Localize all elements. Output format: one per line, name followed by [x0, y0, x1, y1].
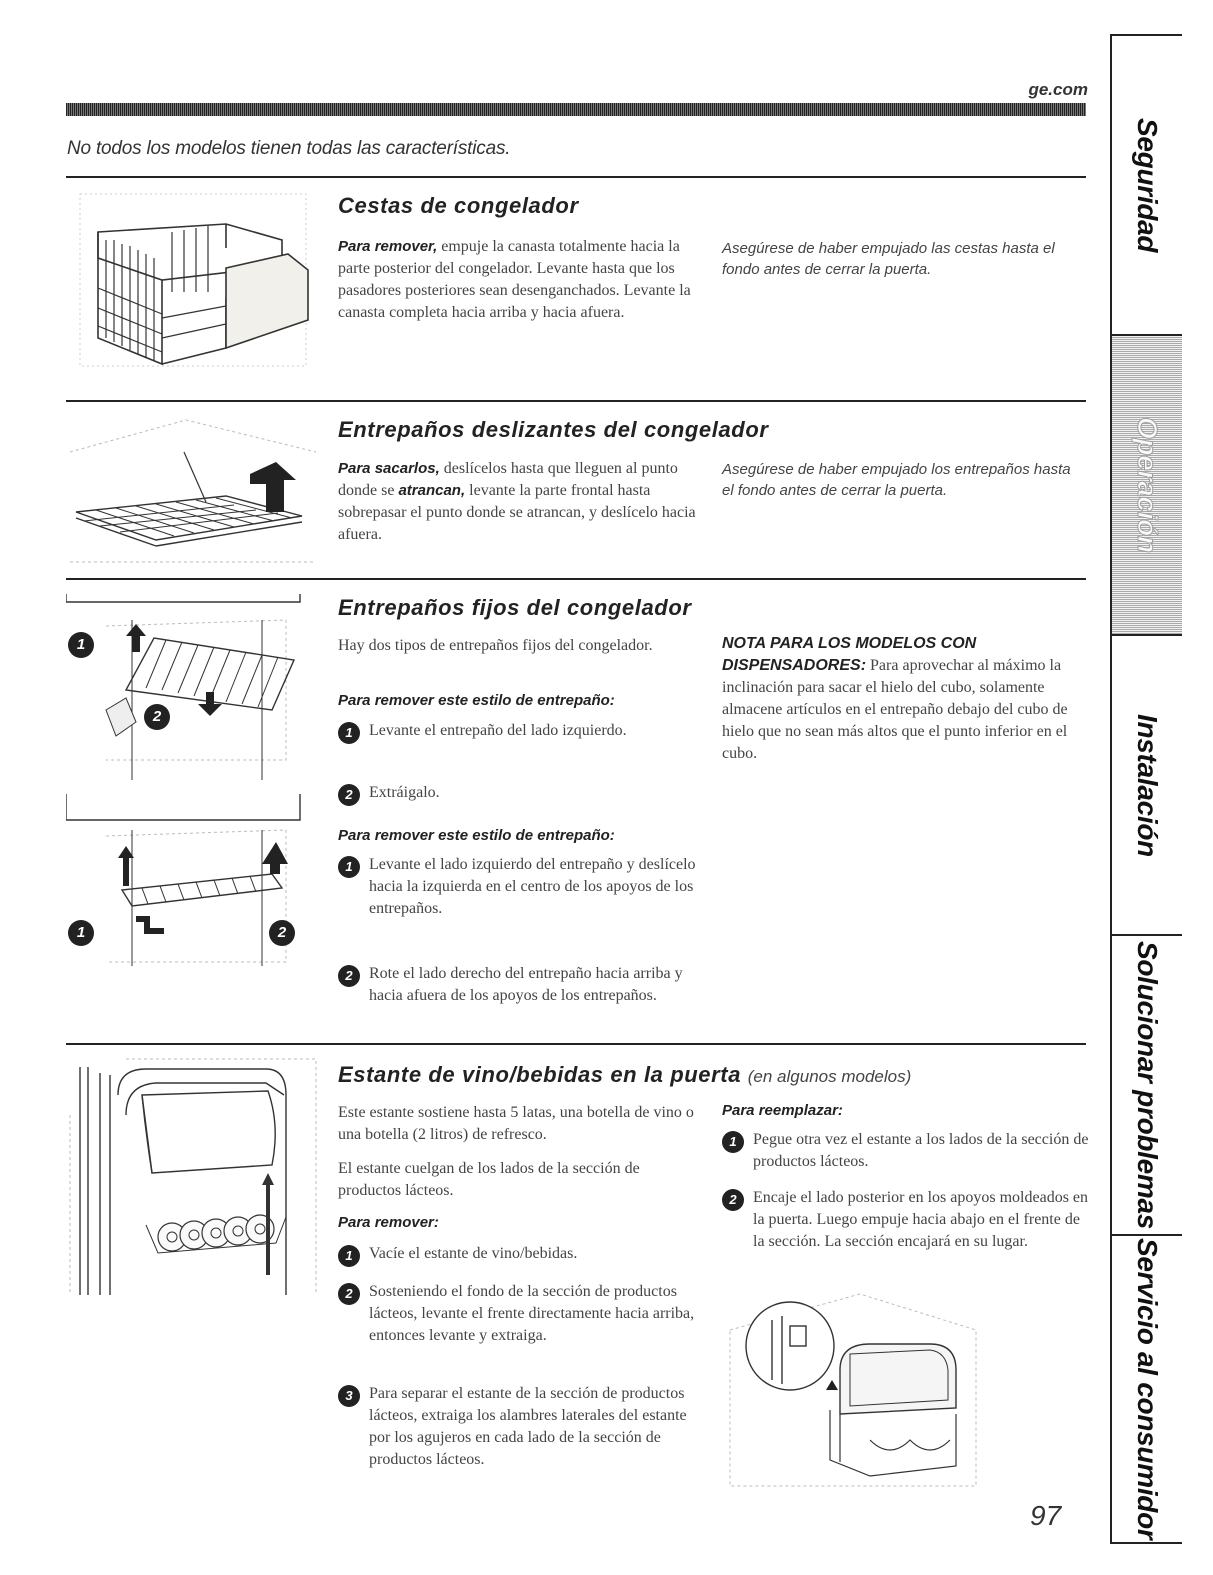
deslizantes-note: Asegúrese de haber empujado los entrepaños hasta el fondo antes de cerrar la puerta. [722, 461, 1071, 499]
vino-replace-step-2 [722, 1187, 1092, 1253]
fijos-style1-step-2 [338, 782, 668, 804]
page-number: 97 [1030, 1500, 1062, 1531]
step-number-2: 2 [338, 784, 360, 806]
deslizantes-lead: Para sacarlos, [338, 460, 440, 477]
figure-step-2-badge: 2 [269, 920, 295, 946]
sliding-shelf-illustration [66, 412, 320, 572]
cestas-note: Asegúrese de haber empujado las cestas hasta el fondo antes de cerrar la puerta. [722, 240, 1055, 278]
figure-step-1-badge: 1 [68, 632, 94, 658]
vino-remove-step-2 [338, 1281, 708, 1347]
deslizantes-emph: atrancan, [398, 482, 466, 499]
tab-label: Servicio al consumidor [1132, 1238, 1163, 1540]
section-tabs [1110, 34, 1182, 1544]
vino-remove-step-1-text: Vacíe el estante de vino/bebidas. [369, 1245, 578, 1262]
vino-title [338, 1062, 911, 1088]
vino-remove-step-3 [338, 1383, 708, 1471]
nota-body-a: Para aprovechar al [870, 657, 990, 674]
fijos-style1-step-1 [338, 720, 668, 742]
vino-remove-step-1 [338, 1243, 708, 1265]
deslizantes-body-b: levante la parte frontal hasta sobrepasar el punto donde se atrancan, y deslícelo hacia afuera. [338, 482, 696, 543]
vino-replace-step-1 [722, 1129, 1092, 1173]
models-notice: No todos los modelos tienen todas las características. [67, 138, 511, 159]
section-divider [66, 578, 1086, 580]
fijos-style2-step-1 [338, 854, 708, 920]
tab-label: Instalación [1132, 713, 1163, 857]
tab-instalacion[interactable] [1112, 636, 1182, 934]
vino-replace-heading: Para reemplazar: [722, 1102, 843, 1119]
fijos-style2-heading: Para remover este estilo de entrepaño: [338, 827, 615, 844]
vino-replace-step-2-text: Encaje el lado posterior en los apoyos moldeados en la puerta. Luego empuje hacia abajo en el frente de la sección. La sección encajará en su lugar. [753, 1189, 1089, 1250]
step-number-2: 2 [722, 1189, 744, 1211]
cestas-body: empuje la canasta totalmente hacia la parte posterior del congelador. Levante hasta que los pasadores posteriores sean desenganchados. Levante la canasta completa hacia arriba y hacia afuera. [338, 238, 691, 321]
vino-remove-step-3-text: Para separar el estante de la sección de productos lácteos, extraiga los alambres laterales del estante por los agujeros en cada lado de la sección de productos lácteos. [369, 1385, 687, 1468]
step-number-2: 2 [338, 965, 360, 987]
tab-seguridad[interactable] [1112, 36, 1182, 334]
section-divider [66, 1043, 1086, 1045]
step-number-1: 1 [338, 722, 360, 744]
deslizantes-title: Entrepaños deslizantes del congelador [338, 417, 769, 442]
step-number-1: 1 [338, 1245, 360, 1267]
tab-solucionar-problemas[interactable] [1112, 936, 1182, 1234]
tab-operacion[interactable] [1112, 336, 1182, 634]
nota-body: máximo la inclinación para sacar el hielo del cubo, solamente almacene artículos en el entrepaño debajo del cubo de hielo que no sean más altos que el punto inferior en el cubo. [722, 657, 1068, 762]
fijos-style2-step-2-text: Rote el lado derecho del entrepaño hacia arriba y hacia afuera de los apoyos de los entrepaños. [369, 965, 683, 1004]
tab-servicio-al-consumidor[interactable] [1112, 1236, 1182, 1542]
section-divider [66, 400, 1086, 402]
fijos-style2-step-2 [338, 963, 708, 1007]
freezer-basket-illustration [76, 188, 312, 372]
vino-p1: Este estante sostiene hasta 5 latas, una botella de vino o una botella (2 litros) de refresco. [338, 1104, 694, 1143]
section-divider [66, 176, 1086, 178]
step-number-2: 2 [338, 1283, 360, 1305]
fijos-title: Entrepaños fijos del congelador [338, 595, 692, 620]
step-number-1: 1 [338, 856, 360, 878]
fijos-nota [722, 633, 1074, 765]
figure-step-1-badge: 1 [68, 920, 94, 946]
wine-rack-install-illustration [720, 1290, 982, 1490]
tab-label: Operación [1132, 417, 1163, 553]
step-number-1: 1 [722, 1131, 744, 1153]
nota-heading-1: NOTA PARA LOS MODELOS CON [722, 635, 977, 652]
vino-remove-heading: Para remover: [338, 1214, 439, 1231]
fijos-style2-step-1-text: Levante el lado izquierdo del entrepaño y deslícelo hacia la izquierda en el centro de los apoyos de los entrepaños. [369, 856, 696, 917]
vino-title-note: (en algunos modelos) [747, 1067, 912, 1086]
figure-step-2-badge: 2 [144, 704, 170, 730]
vino-title-text: Estante de vino/bebidas en la puerta [338, 1062, 742, 1087]
fixed-shelf-style1-illustration [66, 590, 320, 780]
site-url: ge.com [1028, 80, 1088, 99]
cestas-lead: Para remover, [338, 238, 438, 255]
nota-heading-2: DISPENSADORES: [722, 657, 867, 674]
wine-rack-illustration [66, 1055, 320, 1305]
cestas-title: Cestas de congelador [338, 193, 579, 218]
header-rule [66, 103, 1086, 116]
deslizantes-body-a: deslícelos hasta que lleguen al punto donde se [338, 460, 678, 499]
fijos-style1-step-1-text: Levante el entrepaño del lado izquierdo. [369, 722, 627, 739]
tab-label: Solucionar problemas [1132, 940, 1163, 1230]
fijos-style1-heading: Para remover este estilo de entrepaño: [338, 692, 615, 709]
step-number-3: 3 [338, 1385, 360, 1407]
vino-remove-step-2-text: Sosteniendo el fondo de la sección de productos lácteos, levante el frente directamente hacia arriba, entonces levante y extraiga. [369, 1283, 695, 1344]
fijos-style1-step-2-text: Extráigalo. [369, 784, 440, 801]
vino-replace-step-1-text: Pegue otra vez el estante a los lados de la sección de productos lácteos. [753, 1131, 1089, 1170]
vino-p2: El estante cuelgan de los lados de la sección de productos lácteos. [338, 1160, 640, 1199]
fijos-intro: Hay dos tipos de entrepaños fijos del congelador. [338, 637, 653, 654]
tab-label: Seguridad [1132, 117, 1163, 253]
